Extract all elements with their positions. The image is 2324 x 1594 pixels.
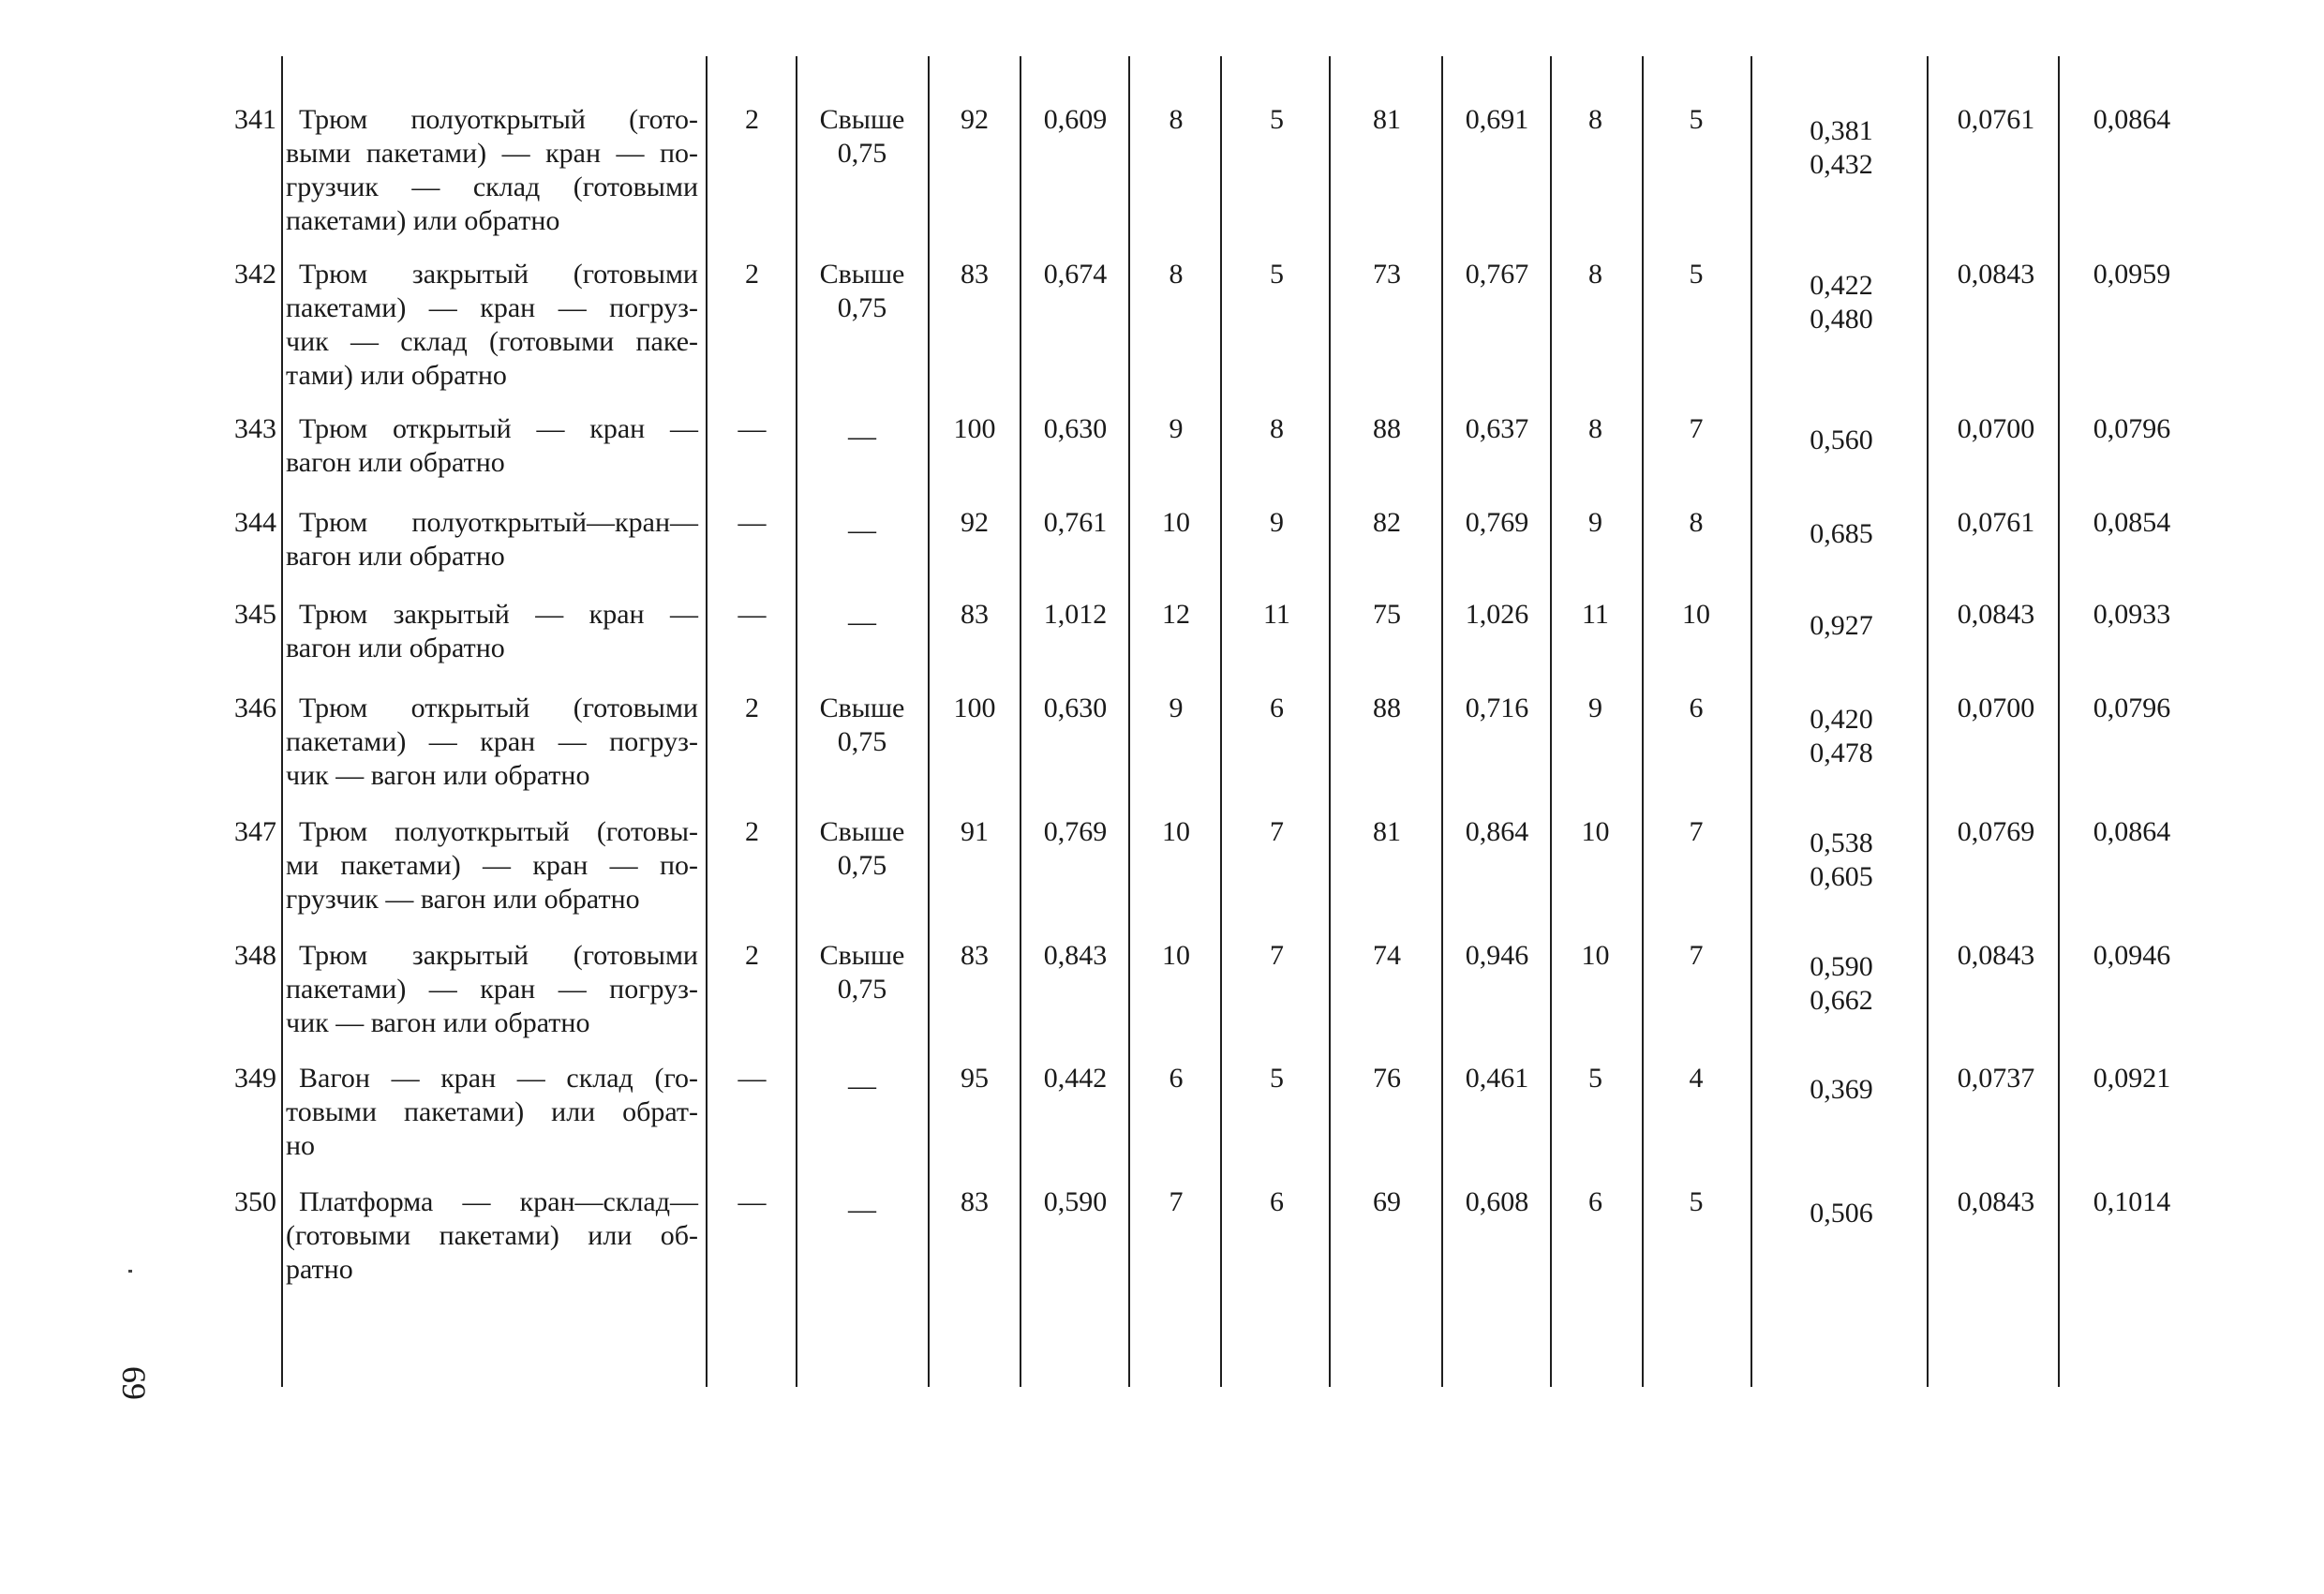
cell-k xyxy=(1752,703,1930,770)
cell-g: 81 xyxy=(1373,104,1401,135)
cell-g: 88 xyxy=(1373,693,1401,723)
cell-f: 6 xyxy=(1270,693,1284,723)
operation-description xyxy=(286,1185,698,1287)
cell-m: 0,0864 xyxy=(2093,816,2171,847)
cell-j: 7 xyxy=(1689,413,1704,444)
cell-m: 0,0933 xyxy=(2093,599,2171,630)
cell-k-line: 0,927 xyxy=(1810,610,1873,641)
cell-e: 9 xyxy=(1169,693,1184,723)
description-line: грузчик — вагон или обратно xyxy=(286,884,640,915)
cell-b xyxy=(797,258,928,325)
cell-k-line: 0,420 xyxy=(1810,704,1873,735)
operation-description xyxy=(286,939,698,1040)
cell-b-line: 0,75 xyxy=(837,292,887,323)
cell-k-line: 0,432 xyxy=(1810,149,1873,180)
cell-l: 0,0700 xyxy=(1957,693,2035,723)
cell-m: 0,0796 xyxy=(2093,413,2171,444)
cell-c: 100 xyxy=(953,413,996,444)
cell-i: 11 xyxy=(1582,599,1609,630)
cell-g: 69 xyxy=(1373,1186,1401,1217)
cell-b-line: — xyxy=(848,606,876,637)
cell-d: 0,769 xyxy=(1043,816,1108,847)
cell-b xyxy=(797,692,928,759)
description-line: товыми пакетами) или обрат- xyxy=(286,1096,698,1127)
cell-c: 92 xyxy=(961,507,989,538)
operation-description xyxy=(286,1062,698,1163)
cell-g: 88 xyxy=(1373,413,1401,444)
description-line: Трюм открытый — кран — xyxy=(299,413,698,444)
table-rule xyxy=(281,56,283,1387)
cell-g: 74 xyxy=(1373,940,1401,971)
cell-d: 0,442 xyxy=(1043,1063,1108,1094)
cell-b-line: Свыше xyxy=(819,816,905,847)
description-line: грузчик — склад (готовыми xyxy=(286,171,698,202)
cell-c: 83 xyxy=(961,259,989,290)
cell-l: 0,0843 xyxy=(1957,599,2035,630)
cell-m: 0,0959 xyxy=(2093,259,2171,290)
cell-e: 8 xyxy=(1169,104,1184,135)
description-line: вагон или обратно xyxy=(286,447,505,478)
cell-h: 0,946 xyxy=(1465,940,1529,971)
cell-k-line: 0,685 xyxy=(1810,518,1873,549)
cell-h: 0,769 xyxy=(1465,507,1529,538)
operation-description xyxy=(286,103,698,238)
cell-e: 12 xyxy=(1162,599,1190,630)
description-line: вагон или обратно xyxy=(286,541,505,572)
cell-i: 8 xyxy=(1588,104,1602,135)
cell-d: 1,012 xyxy=(1043,599,1108,630)
cell-k-line: 0,369 xyxy=(1810,1074,1873,1105)
cell-k-line: 0,560 xyxy=(1810,425,1873,455)
description-line: пакетами) — кран — погруз- xyxy=(286,974,698,1005)
cell-k-line: 0,605 xyxy=(1810,861,1873,892)
cell-k xyxy=(1752,269,1930,336)
cell-d: 0,761 xyxy=(1043,507,1108,538)
description-line: но xyxy=(286,1130,316,1161)
cell-k-line: 0,662 xyxy=(1810,985,1873,1016)
cell-c: 91 xyxy=(961,816,989,847)
cell-c: 92 xyxy=(961,104,989,135)
cell-m: 0,0946 xyxy=(2093,940,2171,971)
cell-j: 5 xyxy=(1689,104,1704,135)
cell-k xyxy=(1752,827,1930,894)
cell-d: 0,609 xyxy=(1043,104,1108,135)
cell-b xyxy=(797,103,928,171)
cell-h: 0,637 xyxy=(1465,413,1529,444)
cell-h: 0,691 xyxy=(1465,104,1529,135)
cell-b xyxy=(797,605,928,639)
row-number: 348 xyxy=(234,940,276,971)
cell-a: 2 xyxy=(745,693,759,723)
cell-k-line: 0,480 xyxy=(1810,304,1873,335)
cell-c: 95 xyxy=(961,1063,989,1094)
description-line: Вагон — кран — склад (го- xyxy=(299,1063,698,1094)
description-line: чик — вагон или обратно xyxy=(286,760,590,791)
cell-e: 10 xyxy=(1162,816,1190,847)
cell-l: 0,0737 xyxy=(1957,1063,2035,1094)
cell-e: 10 xyxy=(1162,507,1190,538)
description-line: (готовыми пакетами) или об- xyxy=(286,1220,698,1251)
cell-c: 83 xyxy=(961,599,989,630)
cell-b-line: 0,75 xyxy=(837,726,887,757)
cell-j: 7 xyxy=(1689,816,1704,847)
cell-f: 5 xyxy=(1270,1063,1284,1094)
cell-l: 0,0843 xyxy=(1957,259,2035,290)
cell-i: 10 xyxy=(1581,816,1610,847)
cell-i: 8 xyxy=(1588,413,1602,444)
cell-k-line: 0,422 xyxy=(1810,270,1873,301)
cell-f: 8 xyxy=(1270,413,1284,444)
cell-i: 9 xyxy=(1588,693,1602,723)
description-line: ми пакетами) — кран — по- xyxy=(286,850,698,881)
cell-c: 83 xyxy=(961,940,989,971)
cell-h: 0,767 xyxy=(1465,259,1529,290)
cell-a: 2 xyxy=(745,104,759,135)
cell-b-line: — xyxy=(848,421,876,452)
cell-k xyxy=(1752,1197,1930,1230)
cell-j: 8 xyxy=(1689,507,1704,538)
cell-l: 0,0700 xyxy=(1957,413,2035,444)
row-number: 347 xyxy=(234,816,276,847)
cell-l: 0,0843 xyxy=(1957,940,2035,971)
row-number: 344 xyxy=(234,507,276,538)
cell-g: 73 xyxy=(1373,259,1401,290)
cell-e: 9 xyxy=(1169,413,1184,444)
cell-g: 81 xyxy=(1373,816,1401,847)
cell-h: 0,864 xyxy=(1465,816,1529,847)
operation-description xyxy=(286,412,698,480)
cell-a: — xyxy=(737,413,767,444)
cell-k-line: 0,381 xyxy=(1810,115,1873,146)
description-line: Трюм открытый (готовыми xyxy=(299,693,698,723)
cell-d: 0,630 xyxy=(1043,413,1108,444)
cell-b-line: — xyxy=(848,1194,876,1225)
cell-b xyxy=(797,420,928,454)
cell-j: 5 xyxy=(1689,259,1704,290)
cell-k-line: 0,506 xyxy=(1810,1198,1873,1229)
cell-m: 0,0796 xyxy=(2093,693,2171,723)
cell-k xyxy=(1752,114,1930,182)
description-line: пакетами) — кран — погруз- xyxy=(286,292,698,323)
cell-i: 5 xyxy=(1588,1063,1602,1094)
description-line: пакетами) — кран — погруз- xyxy=(286,726,698,757)
cell-j: 6 xyxy=(1689,693,1704,723)
description-line: Трюм полуоткрытый (готовы- xyxy=(299,816,698,847)
description-line: пакетами) или обратно xyxy=(286,205,560,236)
cell-k-line: 0,538 xyxy=(1810,827,1873,858)
cell-c: 83 xyxy=(961,1186,989,1217)
cell-f: 5 xyxy=(1270,259,1284,290)
cell-i: 6 xyxy=(1588,1186,1602,1217)
cell-e: 10 xyxy=(1162,940,1190,971)
description-line: чик — вагон или обратно xyxy=(286,1007,590,1038)
cell-f: 7 xyxy=(1270,940,1284,971)
operation-description xyxy=(286,692,698,793)
row-number: 350 xyxy=(234,1186,276,1217)
cell-a: — xyxy=(737,507,767,538)
cell-a: 2 xyxy=(745,816,759,847)
cell-i: 9 xyxy=(1588,507,1602,538)
cell-j: 4 xyxy=(1689,1063,1704,1094)
cell-b-line: 0,75 xyxy=(837,850,887,881)
operation-description xyxy=(286,506,698,574)
cell-j: 7 xyxy=(1689,940,1704,971)
cell-b-line: — xyxy=(848,514,876,545)
cell-d: 0,674 xyxy=(1043,259,1108,290)
cell-f: 11 xyxy=(1263,599,1290,630)
description-line: Трюм полуоткрытый—кран— xyxy=(299,507,698,538)
cell-g: 76 xyxy=(1373,1063,1401,1094)
description-line: Трюм закрытый — кран — xyxy=(299,599,698,630)
cell-d: 0,590 xyxy=(1043,1186,1108,1217)
cell-h: 0,461 xyxy=(1465,1063,1529,1094)
description-line: Платформа — кран—склад— xyxy=(299,1186,698,1217)
cell-b-line: 0,75 xyxy=(837,974,887,1005)
cell-b-line: Свыше xyxy=(819,693,905,723)
operation-description xyxy=(286,598,698,665)
row-number: 346 xyxy=(234,693,276,723)
cell-l: 0,0761 xyxy=(1957,507,2035,538)
cell-f: 9 xyxy=(1270,507,1284,538)
cell-e: 8 xyxy=(1169,259,1184,290)
row-number: 342 xyxy=(234,259,276,290)
cell-k-line: 0,478 xyxy=(1810,737,1873,768)
cell-f: 6 xyxy=(1270,1186,1284,1217)
cell-e: 7 xyxy=(1169,1186,1184,1217)
cell-k xyxy=(1752,609,1930,643)
cell-k-line: 0,590 xyxy=(1810,951,1873,982)
description-line: ратно xyxy=(286,1254,353,1285)
cell-m: 0,1014 xyxy=(2093,1186,2171,1217)
cell-k xyxy=(1752,1073,1930,1107)
cell-a: — xyxy=(737,599,767,630)
cell-f: 7 xyxy=(1270,816,1284,847)
cell-d: 0,843 xyxy=(1043,940,1108,971)
cell-b-line: Свыше xyxy=(819,940,905,971)
cell-h: 0,716 xyxy=(1465,693,1529,723)
cell-d: 0,630 xyxy=(1043,693,1108,723)
cell-b xyxy=(797,1069,928,1103)
row-number: 341 xyxy=(234,104,276,135)
cell-e: 6 xyxy=(1169,1063,1184,1094)
cell-b-line: Свыше xyxy=(819,259,905,290)
cell-b-line: — xyxy=(848,1070,876,1101)
cell-f: 5 xyxy=(1270,104,1284,135)
cell-a: — xyxy=(737,1186,767,1217)
cell-i: 8 xyxy=(1588,259,1602,290)
row-number: 345 xyxy=(234,599,276,630)
cell-g: 82 xyxy=(1373,507,1401,538)
description-line: вагон или обратно xyxy=(286,633,505,663)
cell-b xyxy=(797,1193,928,1227)
description-line: Трюм закрытый (готовыми xyxy=(299,259,698,290)
cell-b xyxy=(797,514,928,547)
cell-g: 75 xyxy=(1373,599,1401,630)
operation-description xyxy=(286,815,698,916)
row-number: 349 xyxy=(234,1063,276,1094)
cell-l: 0,0769 xyxy=(1957,816,2035,847)
scan-speck xyxy=(128,1270,132,1273)
cell-b-line: Свыше xyxy=(819,104,905,135)
description-line: выми пакетами) — кран — по- xyxy=(286,138,698,169)
description-line: тами) или обратно xyxy=(286,360,507,391)
page-number: 69 xyxy=(115,1366,153,1400)
operation-description xyxy=(286,258,698,393)
cell-a: 2 xyxy=(745,259,759,290)
row-number: 343 xyxy=(234,413,276,444)
cell-m: 0,0854 xyxy=(2093,507,2171,538)
cell-m: 0,0864 xyxy=(2093,104,2171,135)
cell-b xyxy=(797,939,928,1006)
cell-k xyxy=(1752,950,1930,1018)
cell-k xyxy=(1752,424,1930,457)
cell-j: 5 xyxy=(1689,1186,1704,1217)
cell-l: 0,0761 xyxy=(1957,104,2035,135)
cell-h: 0,608 xyxy=(1465,1186,1529,1217)
cell-m: 0,0921 xyxy=(2093,1063,2171,1094)
cell-l: 0,0843 xyxy=(1957,1186,2035,1217)
description-line: чик — склад (готовыми паке- xyxy=(286,326,698,357)
description-line: Трюм полуоткрытый (гото- xyxy=(299,104,698,135)
description-line: Трюм закрытый (готовыми xyxy=(299,940,698,971)
cell-h: 1,026 xyxy=(1465,599,1529,630)
cell-k xyxy=(1752,517,1930,551)
cell-c: 100 xyxy=(953,693,996,723)
cell-i: 10 xyxy=(1581,940,1610,971)
cell-a: 2 xyxy=(745,940,759,971)
cell-j: 10 xyxy=(1682,599,1710,630)
cell-b xyxy=(797,815,928,883)
cell-b-line: 0,75 xyxy=(837,138,887,169)
cell-a: — xyxy=(737,1063,767,1094)
